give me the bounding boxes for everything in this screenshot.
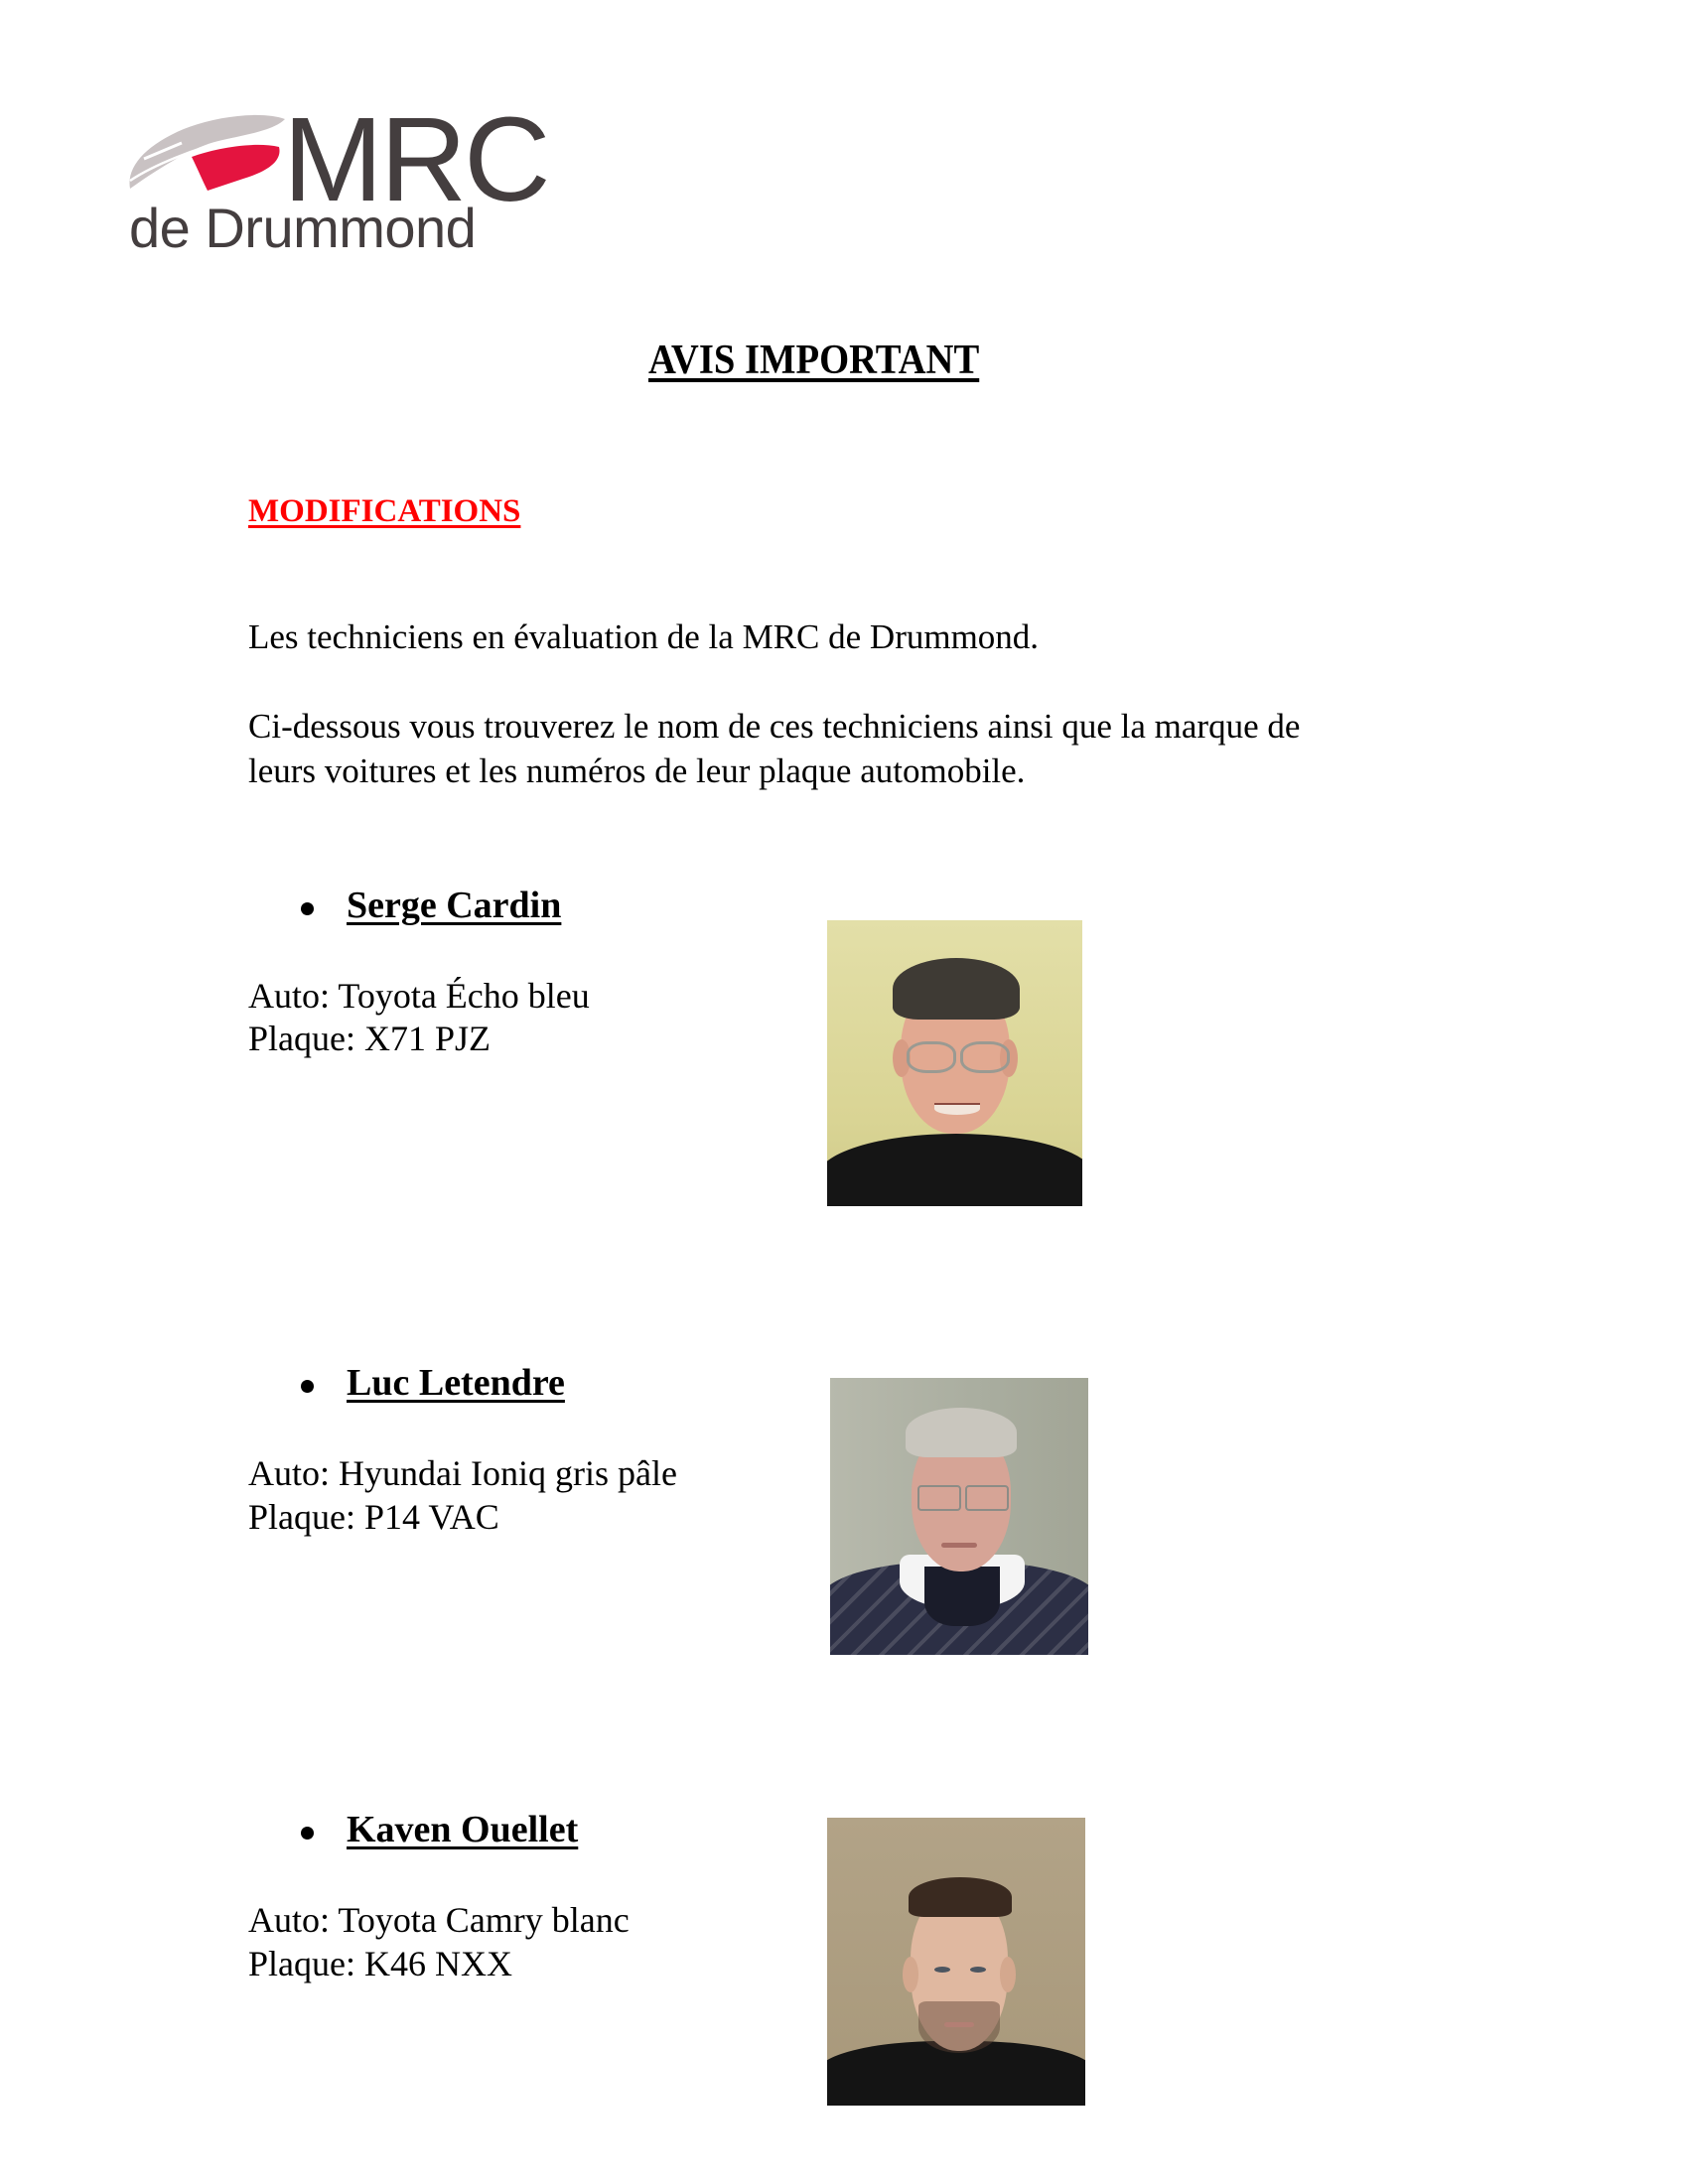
section-label-modifications: MODIFICATIONS xyxy=(248,493,521,529)
intro-line-2b: leurs voitures et les numéros de leur plaque automobile. xyxy=(248,751,1026,790)
technician-auto: Auto: Toyota Camry blanc xyxy=(248,1900,630,1940)
technician-photo xyxy=(827,1818,1085,2106)
technician-plaque: Plaque: K46 NXX xyxy=(248,1944,512,1983)
technician-photo xyxy=(827,920,1082,1206)
bullet-icon xyxy=(301,902,314,915)
technician-plaque: Plaque: X71 PJZ xyxy=(248,1019,492,1058)
technician-auto: Auto: Toyota Écho bleu xyxy=(248,976,590,1016)
bullet-icon xyxy=(301,1827,314,1840)
page-title: AVIS IMPORTANT xyxy=(648,338,980,383)
intro-line-2a: Ci-dessous vous trouverez le nom de ces techniciens ainsi que la marque de xyxy=(248,707,1301,746)
technician-name: Kaven Ouellet xyxy=(347,1809,579,1850)
mrc-drummond-logo xyxy=(124,91,548,259)
logo-subtitle-text: de Drummond xyxy=(129,197,477,259)
intro-line-1: Les techniciens en évaluation de la MRC de Drummond. xyxy=(248,617,1040,656)
logo-swoosh-icon xyxy=(124,107,288,197)
technician-auto: Auto: Hyundai Ioniq gris pâle xyxy=(248,1453,677,1493)
bullet-icon xyxy=(301,1380,314,1393)
technician-photo xyxy=(830,1378,1088,1655)
logo-mrc-text: MRC xyxy=(283,91,548,226)
technician-name: Serge Cardin xyxy=(347,885,562,926)
technician-plaque: Plaque: P14 VAC xyxy=(248,1497,499,1537)
technician-name: Luc Letendre xyxy=(347,1362,565,1404)
